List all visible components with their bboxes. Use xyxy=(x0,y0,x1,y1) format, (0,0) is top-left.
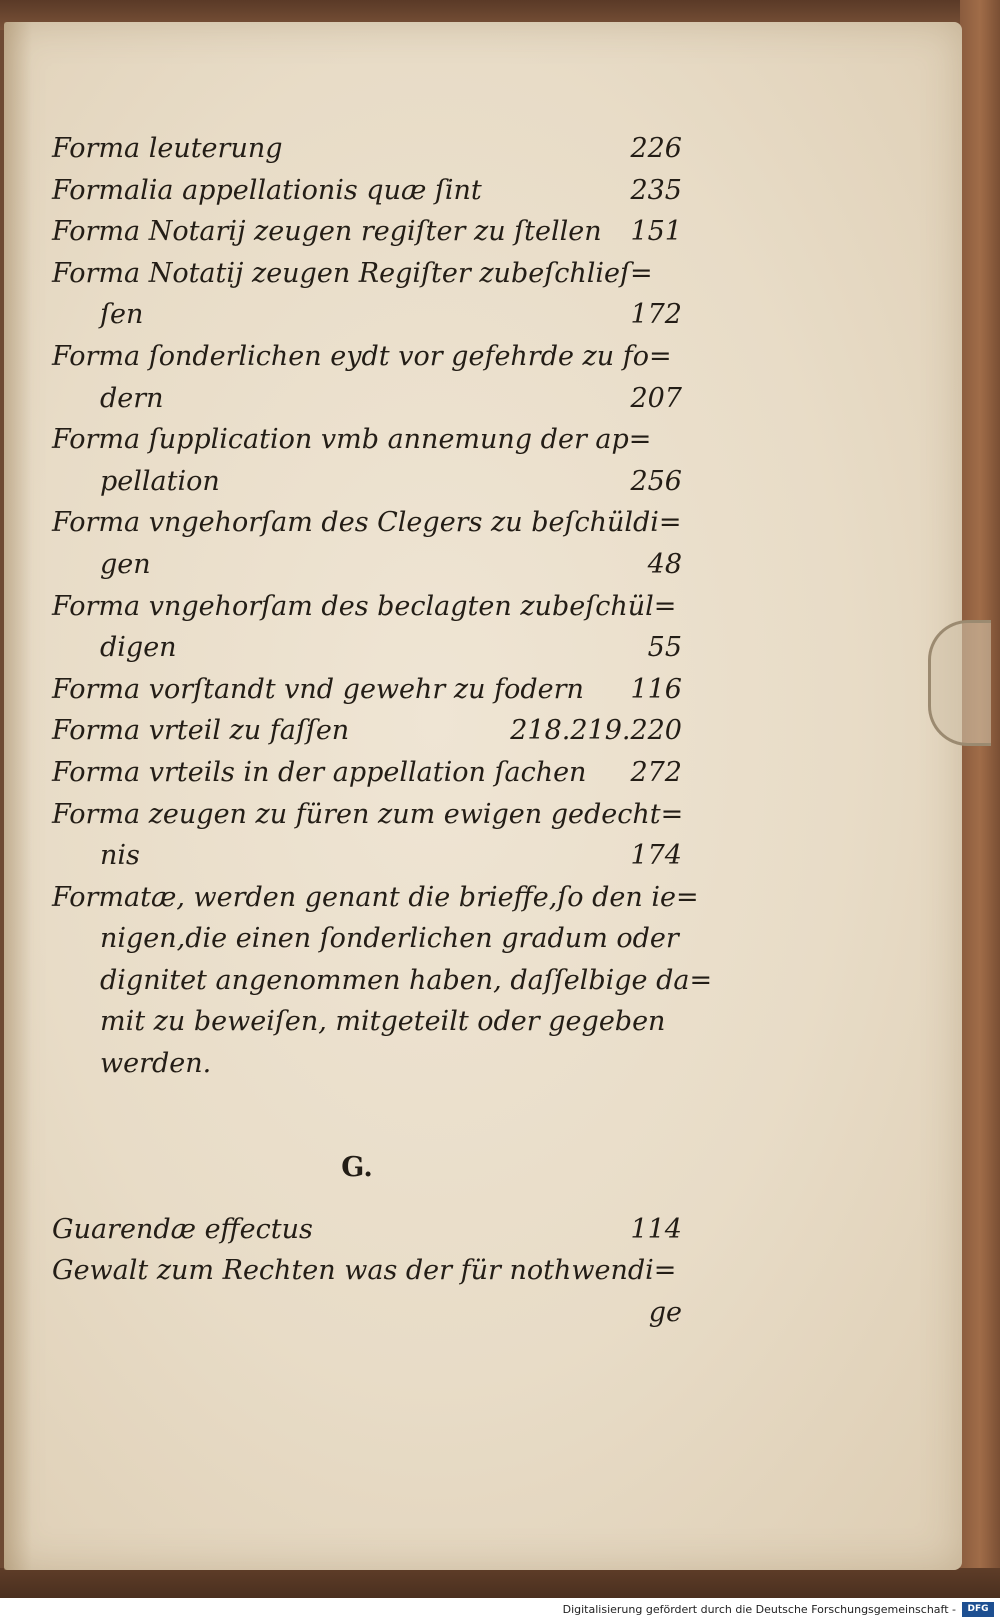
entry-continuation: nis xyxy=(100,840,140,872)
index-entry-continuation xyxy=(52,835,682,877)
entry-page: 48 xyxy=(647,548,682,580)
entry-page: 114 xyxy=(630,1213,682,1245)
index-entry xyxy=(52,669,682,711)
index-entry xyxy=(52,502,682,544)
entry-term: Forma ſonderlichen eydt vor gefehrde zu fo= xyxy=(52,340,672,372)
entry-page: 174 xyxy=(630,840,682,872)
entry-continuation: pellation xyxy=(100,465,220,497)
index-entry-continuation xyxy=(52,378,682,420)
index-entry-continuation xyxy=(52,627,682,669)
index-entry xyxy=(52,794,682,836)
formatae-text: nigen,die einen ſonderlichen gradum oder xyxy=(100,923,679,955)
index-entry xyxy=(52,752,682,794)
index-entry xyxy=(52,170,682,212)
entry-page: 272 xyxy=(630,756,682,788)
entry-term: Guarendæ effectus xyxy=(52,1213,313,1245)
formatae-line xyxy=(52,1001,682,1043)
entry-page: 226 xyxy=(630,133,682,164)
entry-page: 55 xyxy=(647,632,682,664)
catchword: ge xyxy=(648,1296,682,1328)
entry-page: 218.219.220 xyxy=(510,715,682,747)
entry-term: Forma zeugen zu füren zum ewigen gedecht= xyxy=(52,798,684,830)
entry-term: Forma vngehorſam des Clegers zu beſchüldi= xyxy=(52,507,682,539)
dfg-logo: DFG xyxy=(962,1602,994,1617)
formatae-line xyxy=(52,1043,682,1085)
formatae-text: mit zu beweiſen, mitgeteilt oder gegeben xyxy=(100,1006,666,1038)
entry-term: Forma vngehorſam des beclagten zubeſchül= xyxy=(52,590,677,622)
index-entry xyxy=(52,253,682,295)
entry-continuation: ſen xyxy=(100,299,144,331)
index-entry xyxy=(52,586,682,628)
entry-term: Forma Notatij zeugen Regiſter zubeſchlieſ= xyxy=(52,257,653,289)
entry-term: Forma Notarij zeugen regiſter zu ſtellen xyxy=(52,216,602,248)
index-text xyxy=(52,128,713,1333)
entry-page: 256 xyxy=(630,465,682,497)
section-letter: G. xyxy=(341,1151,373,1183)
index-entry xyxy=(52,211,682,253)
index-entry-continuation xyxy=(52,1292,682,1334)
index-entry xyxy=(52,1209,682,1251)
page-gutter-shadow xyxy=(4,22,32,1570)
entry-page: 172 xyxy=(630,299,682,331)
footer-credit: Digitalisierung gefördert durch die Deutsche Forschungsgemeinschaft - xyxy=(562,1603,956,1616)
index-entry-continuation xyxy=(52,294,682,336)
index-entry xyxy=(52,710,682,752)
background-bottom xyxy=(0,1568,1000,1598)
entry-page: 151 xyxy=(630,216,682,248)
entry-page: 207 xyxy=(630,382,682,414)
formatae-text: werden. xyxy=(100,1048,212,1080)
entry-continuation: gen xyxy=(100,548,151,580)
entry-page: 116 xyxy=(630,673,682,705)
formatae-text: dignitet angenommen haben, daſſelbige da= xyxy=(100,964,713,996)
index-entry xyxy=(52,1250,682,1292)
entry-term: Forma leuterung xyxy=(52,133,283,164)
entry-term: Forma vrteils in der appellation ſachen xyxy=(52,756,587,788)
formatae-line xyxy=(52,918,682,960)
formatae-line xyxy=(52,960,713,1002)
entry-continuation: dern xyxy=(100,382,164,414)
index-entry xyxy=(52,128,682,170)
footer-bar xyxy=(0,1598,1000,1621)
index-entry xyxy=(52,336,682,378)
entry-term: Formalia appellationis quæ ſint xyxy=(52,174,482,206)
index-entry xyxy=(52,419,682,461)
entry-term: Forma vorſtandt vnd gewehr zu fodern xyxy=(52,673,584,705)
index-entry-continuation xyxy=(52,461,682,503)
entry-page: 235 xyxy=(630,174,682,206)
index-entry-continuation xyxy=(52,544,682,586)
entry-term: Gewalt zum Rechten was der für nothwendi= xyxy=(52,1255,677,1287)
entry-term: Forma ſupplication vmb annemung der ap= xyxy=(52,424,652,456)
book-clasp xyxy=(928,620,991,746)
book-cover-edge xyxy=(960,0,1000,1590)
entry-term: Forma vrteil zu faſſen xyxy=(52,715,350,747)
entry-continuation: digen xyxy=(100,632,177,664)
formatae-line xyxy=(52,877,699,919)
formatae-text: Formatæ, werden genant die brieffe,ſo den ie= xyxy=(52,881,699,913)
